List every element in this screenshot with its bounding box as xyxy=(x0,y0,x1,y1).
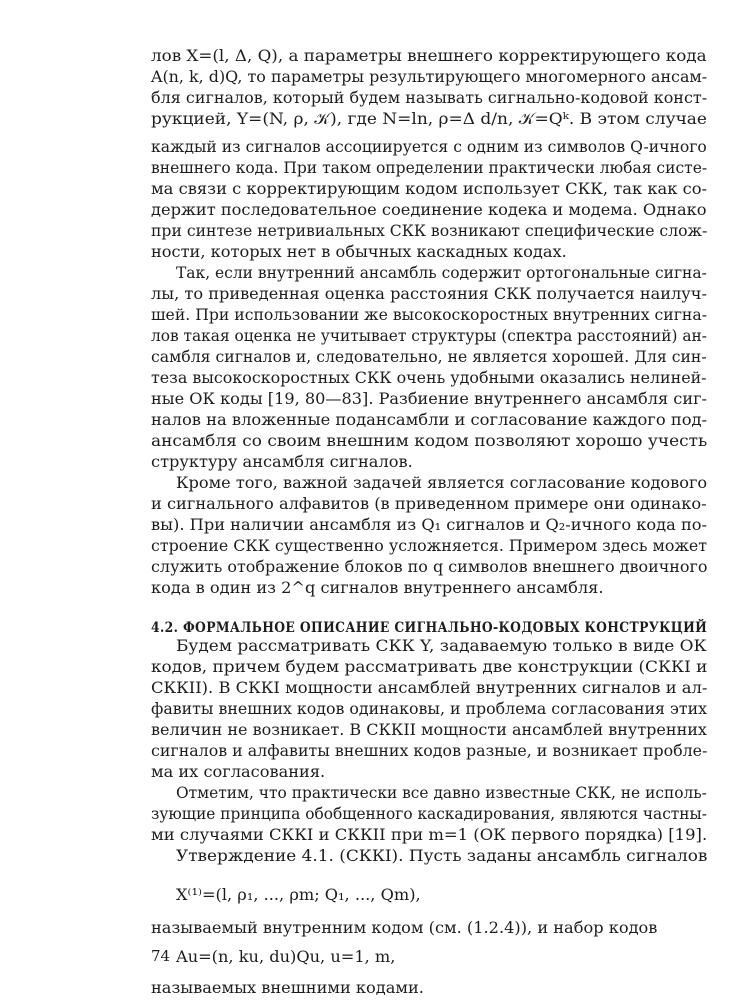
text-line: ности, которых нет в обычных каскадных кодах. xyxy=(151,242,567,261)
text-line: называемый внутренним кодом (см. (1.2.4)), и набор кодов xyxy=(151,918,658,937)
text-line: строение СКК существенно усложняется. Примером здесь может xyxy=(151,536,708,555)
text-line: Будем рассматривать СКК Y, задаваемую только в виде ОК xyxy=(176,636,707,655)
text-line: бля сигналов, который будем называть сигнально-кодовой конст- xyxy=(151,88,708,107)
text-line: лов X=(l, Δ, Q), а параметры внешнего корректирующего кода xyxy=(151,46,707,65)
text-line: и сигнального алфавитов (в приведенном примере они одинако- xyxy=(151,494,707,513)
text-line: рукцией, Y=(N, ρ, 𝒦), где N=ln, ρ=Δ d/n, 𝒦=Qᵏ. В этом случае xyxy=(151,109,707,128)
text-line: сигналов и алфавиты внешних кодов разные, и возникает пробле- xyxy=(151,741,708,760)
text-line: Au=(n, ku, du)Qu, u=1, m, xyxy=(176,947,396,966)
text-line: зующие принципа обобщенного каскадирования, являются частны- xyxy=(151,804,707,823)
text-line: X⁽¹⁾=(l, ρ₁, ..., ρm; Q₁, ..., Qm), xyxy=(176,885,421,904)
text-line: самбля сигналов и, следовательно, не является хорошей. Для син- xyxy=(151,347,707,366)
text-line: Так, если внутренний ансамбль содержит ортогональные сигна- xyxy=(176,263,707,282)
text-line: ансамбля со своим внешним кодом позволяют хорошо учесть xyxy=(151,431,708,450)
text-line: кодов, причем будем рассматривать две конструкции (СККI и xyxy=(151,657,708,676)
text-line: держит последовательное соединение кодека и модема. Однако xyxy=(151,200,707,219)
text-line: вы). При наличии ансамбля из Q₁ сигналов и Q₂-ичного кода по- xyxy=(151,515,708,534)
text-line: внешнего кода. При таком определении практически любая систе- xyxy=(151,158,708,177)
text-line: фавиты внешних кодов одинаковы, и проблема согласования этих xyxy=(151,699,708,718)
text-line: лов такая оценка не учитывает структуры (спектра расстояний) ан- xyxy=(151,326,707,345)
text-line: называемых внешними кодами. xyxy=(151,978,424,997)
text-line: величин не возникает. В СККII мощности ансамблей внутренних xyxy=(151,720,707,739)
page-number: 74 xyxy=(151,947,171,965)
text-line: ма связи с корректирующим кодом использует СКК, так как со- xyxy=(151,179,708,198)
text-line: ма их согласования. xyxy=(151,762,326,781)
text-line: СККII). В СККI мощности ансамблей внутренних сигналов и ал- xyxy=(151,678,708,697)
text-line: Кроме того, важной задачей является согласование кодового xyxy=(176,473,708,492)
text-line: теза высокоскоростных СКК очень удобными оказались нелиней- xyxy=(151,368,707,387)
text-line: при синтезе нетривиальных СКК возникают специфические слож- xyxy=(151,221,708,240)
text-line: налов на вложенные подансамбли и согласование каждого под- xyxy=(151,410,708,429)
text-line: структуру ансамбля сигналов. xyxy=(151,452,413,471)
text-line: Отметим, что практически все давно известные СКК, не исполь- xyxy=(176,783,707,802)
text-line: Утверждение 4.1. (СККI). Пусть заданы ансамбль сигналов xyxy=(176,846,708,865)
text-line: ные ОК коды [19, 80—83]. Разбиение внутреннего ансамбля сиг- xyxy=(151,389,707,408)
text-line: ми случаями СККI и СККII при m=1 (ОК первого порядка) [19]. xyxy=(151,825,708,844)
text-line: каждый из сигналов ассоциируется с одним из символов Q-ичного xyxy=(151,137,707,156)
text-line: лы, то приведенная оценка расстояния СКК получается наилуч- xyxy=(151,284,707,303)
text-line: служить отображение блоков по q символов внешнего двоичного xyxy=(151,557,708,576)
text-line: кода в один из 2^q сигналов внутреннего ансамбля. xyxy=(151,578,604,597)
section-heading: 4.2. ФОРМАЛЬНОЕ ОПИСАНИЕ СИГНАЛЬНО-КОДОВЫХ КОНСТРУКЦИЙ xyxy=(151,620,708,636)
text-line: шей. При использовании же высокоскоростных внутренних сигна- xyxy=(151,305,707,324)
text-line: A(n, k, d)Q, то параметры результирующего многомерного ансам- xyxy=(151,67,708,86)
